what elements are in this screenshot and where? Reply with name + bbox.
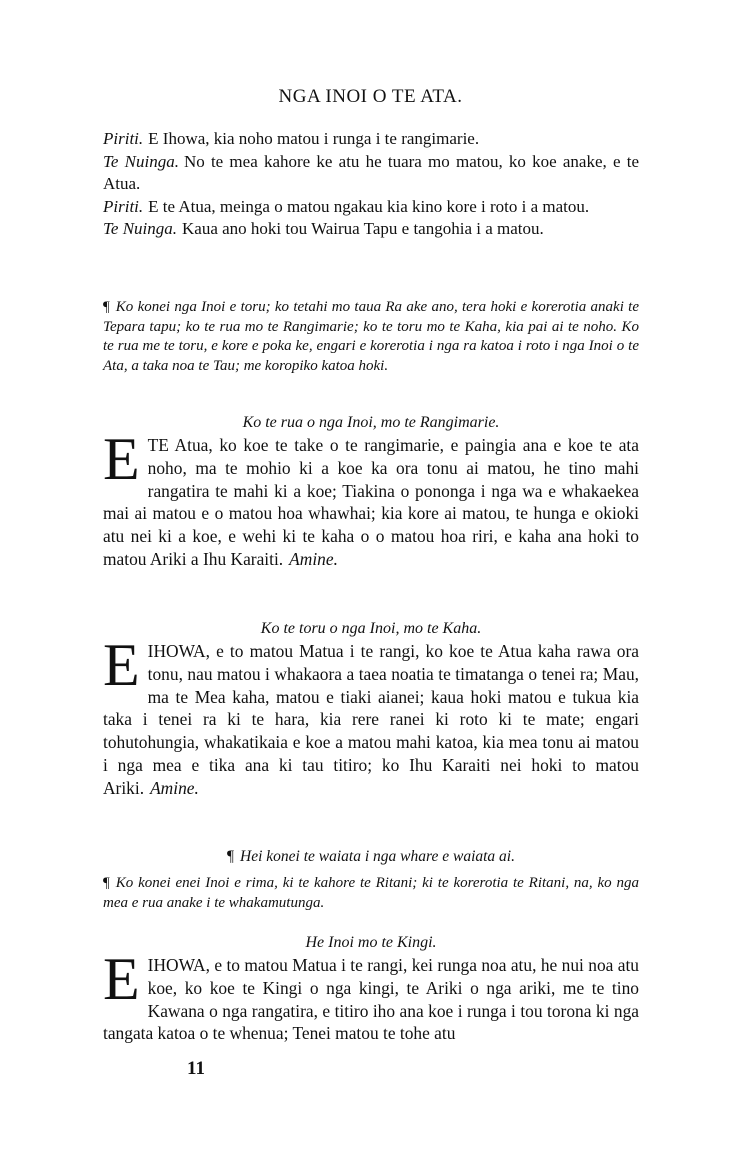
rubric-prayers <box>103 298 639 376</box>
prayer-heading: Ko te toru o nga Inoi, mo te Kaha. <box>260 620 482 637</box>
drop-cap: E <box>103 946 140 1012</box>
prayer-strength <box>103 618 639 800</box>
versicle-text: Kaua ano hoki tou Wairua Tapu e tangohia i a matou. <box>182 219 544 238</box>
prayer-heading: Ko te rua o nga Inoi, mo te Rangimarie. <box>242 414 500 431</box>
speaker: Piriti. <box>103 129 144 148</box>
pilcrow-icon: ¶ <box>103 875 110 891</box>
rubric-text: Ko konei enei Inoi e rima, ki te kahore te Ritani; ki te korerotia te Ritani, na, ko nga mea e rua anake i te whakamutunga. <box>103 875 639 911</box>
versicle-4 <box>103 218 639 241</box>
prayer-body <box>103 632 639 800</box>
versicle-text: E Ihowa, kia noho matou i runga i te rangimarie. <box>148 129 480 148</box>
amen: Amine. <box>289 548 338 569</box>
prayer-heading: He Inoi mo te Kingi. <box>305 934 437 951</box>
versicle-text: No te mea kahore ke atu he tuara mo matou, ko koe anake, e te Atua. <box>103 151 639 193</box>
page-title: NGA INOI O TE ATA. <box>278 86 463 107</box>
pilcrow-icon: ¶ <box>103 299 110 315</box>
speaker: Te Nuinga. <box>103 219 178 238</box>
rubric-paragraph <box>103 846 639 868</box>
rubric-five-prayers <box>103 874 639 913</box>
page-number: 11 <box>187 1058 205 1079</box>
prayer-text: TE Atua, ko koe te take o te rangimarie, e paingia ana e koe te ata noho, ma te mohio ki a koe ka ora tonu ai matou, he tino mahi rangatira te mahi ki a koe; Tiakina o pononga i nga wa e whakaekea mai ai matou e o matou hoa whawhai; kia kore ai matou, te hunga e okioki atu nei ki a koe, e wehi ki te kaha o o matou hoa riri, e kaha ana hoki to matou Ariki a Ihu Karaiti. <box>103 435 639 569</box>
rubric-paragraph <box>103 874 639 913</box>
prayer-king <box>103 932 639 1045</box>
prayer-text: IHOWA, e to matou Matua i te rangi, kei runga noa atu, he nui noa atu koe, ko koe te Kingi o nga kingi, te Ariki o nga ariki, me te tino Kawana o nga rangatira, e titiro iho ana koe i runga i tou torona ki nga tangata katoa o te whenua; Tenei matou te tohe atu <box>103 955 639 1044</box>
rubric-text: Ko konei nga Inoi e toru; ko tetahi mo taua Ra ake ano, tera hoki e korerotia anaki te Tepara tapu; ko te rua mo te Rangimarie; ko te toru mo te Kaha, kia pai ai te noho. Ko te rua me te toru, e kore e poka ke, engari e korerotia i nga ra katoa i roto i nga Inoi o te Ata, a taka noa te Tau; me koropiko katoa hoki. <box>103 299 639 374</box>
drop-cap: E <box>103 426 140 492</box>
drop-cap: E <box>103 632 140 698</box>
pilcrow-icon: ¶ <box>227 848 235 865</box>
prayer-body <box>103 946 639 1045</box>
amen: Amine. <box>150 777 199 798</box>
rubric-paragraph <box>103 298 639 376</box>
versicle-text: E te Atua, meinga o matou ngakau kia kino kore i roto i a matou. <box>148 196 590 216</box>
versicle-1 <box>103 128 639 151</box>
versicle-3 <box>103 196 639 219</box>
speaker: Te Nuinga. <box>103 151 179 171</box>
speaker: Piriti. <box>103 196 144 216</box>
prayer-peace <box>103 412 639 571</box>
versicles <box>103 128 639 241</box>
versicle-2 <box>103 151 639 196</box>
rubric-anthem <box>103 846 639 868</box>
prayer-text: IHOWA, e to matou Matua i te rangi, ko koe te Atua kaha rawa ora tonu, nau matou i whakaora a taea noatia te timatanga o tenei ra; Mau, ma te Mea kaha, matou e tiaki aianei; kaua hoki matou e tukua kia taka i tenei ra ki te hara, kia rere ranei ki roto ki te mate; engari tohutohungia, whakatikaia e koe a matou mahi katoa, kia mea tonu ai matou i nga mea e tika ana ki tau titiro; ko Ihu Karaiti nei hoki to matou Ariki. <box>103 641 639 798</box>
prayer-body <box>103 426 639 571</box>
rubric-text: Hei konei te waiata i nga whare e waiata ai. <box>240 848 515 865</box>
